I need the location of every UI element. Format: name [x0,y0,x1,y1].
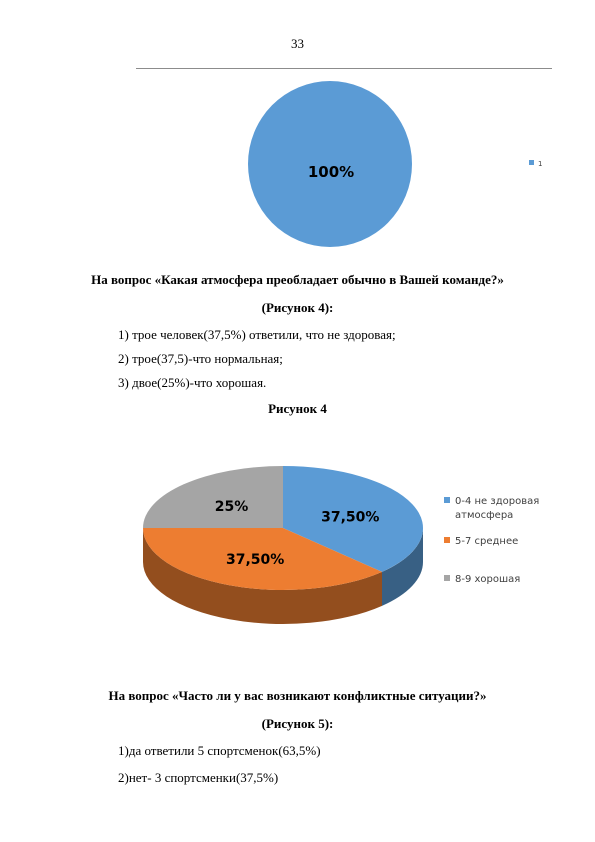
legend-swatch-1 [444,537,450,543]
legend-label-1: 5-7 среднее [455,536,519,547]
pie-data-label-0: 37,50% [321,509,380,526]
legend-swatch-0 [444,497,450,503]
question-4-figure-ref: (Рисунок 4): [261,300,334,315]
question-4-heading: На вопрос «Какая атмосфера преобладает обычно в Вашей команде?» [91,272,504,287]
legend-label-0: 0-4 не здоровая атмосфера [455,496,540,521]
header-rule [136,68,552,69]
question-5-heading: На вопрос «Часто ли у вас возникают конфликтные ситуации?» [108,688,487,703]
pie-data-label: 100% [307,163,355,181]
answer-line: 2)нет- 3 спортсменки(37,5%) [118,770,279,785]
legend-swatch-2 [444,575,450,581]
legend-swatch [529,160,534,165]
figure-4-caption: Рисунок 4 [268,401,327,416]
figure-4-pie-chart [128,452,558,642]
page-number: 33 [291,36,304,51]
pie-data-label-1: 37,50% [225,551,285,568]
answer-line: 2) трое(37,5)-что нормальная; [118,351,283,366]
answer-line: 3) двое(25%)-что хорошая. [118,375,267,390]
question-5-figure-ref: (Рисунок 5): [261,716,334,731]
figure-1-pie [236,78,566,254]
legend-label-2: 8-9 хорошая [455,574,521,585]
pie-slice-2 [143,466,283,528]
legend-label: 1 [538,160,543,168]
answer-line: 1) трое человек(37,5%) ответили, что не здоровая; [118,327,396,342]
answer-line: 1)да ответили 5 спортсменок(63,5%) [118,743,321,758]
pie-data-label-2: 25% [214,499,249,516]
